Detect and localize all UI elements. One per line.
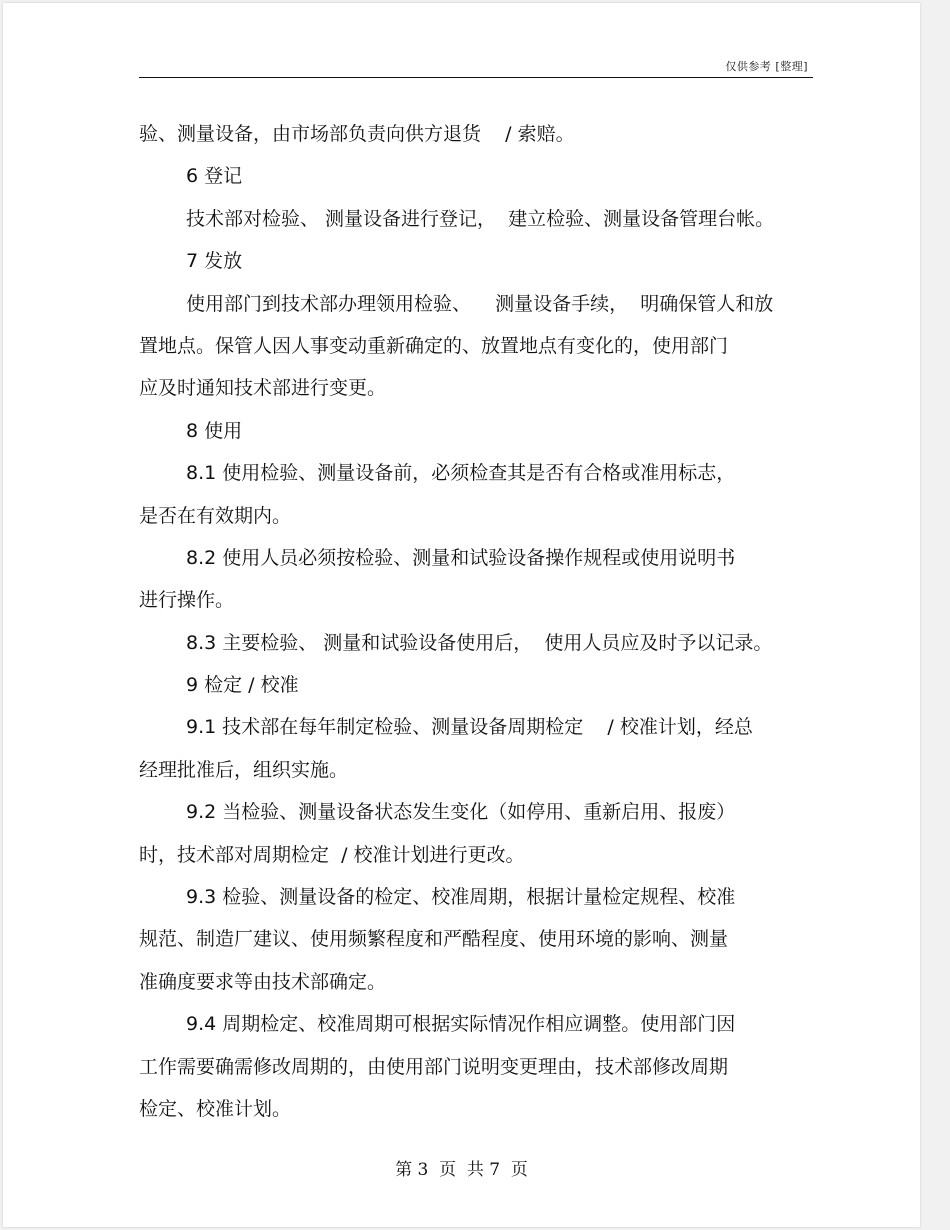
body-line: 准确度要求等由技术部确定。 — [139, 970, 387, 993]
body-line: 是否在有效期内。 — [139, 504, 292, 527]
body-line: 检定、校准计划。 — [139, 1097, 292, 1120]
body-line: 经理批准后，组织实施。 — [139, 758, 349, 781]
body-line: 应及时通知技术部进行变更。 — [139, 377, 387, 400]
header-divider — [139, 77, 813, 78]
body-line: 9.2 当检验、测量设备状态发生变化（如停用、重新启用、报废） — [186, 801, 736, 824]
body-line: 9.3 检验、测量设备的检定、校准周期，根据计量检定规程、校准 — [186, 886, 736, 909]
page-header-label: 仅供参考 [整理] — [725, 60, 808, 73]
body-line: 8.1 使用检验、测量设备前，必须检查其是否有合格或准用标志， — [186, 462, 736, 485]
body-line: 8 使用 — [186, 419, 243, 442]
body-line: 工作需要确需修改周期的，由使用部门说明变更理由，技术部修改周期 — [139, 1055, 729, 1078]
body-line: 置地点。保管人因人事变动重新确定的、放置地点有变化的，使用部门 — [139, 334, 729, 357]
body-line: 进行操作。 — [139, 589, 235, 612]
body-line: 9 检定 / 校准 — [186, 674, 299, 697]
body-line: 使用部门到技术部办理领用检验、 测量设备手续， 明确保管人和放 — [186, 292, 774, 315]
body-line: 9.1 技术部在每年制定检验、测量设备周期检定 / 校准计划，经总 — [186, 716, 753, 739]
document-page — [3, 3, 920, 1227]
body-line: 7 发放 — [186, 250, 243, 273]
page-footer-number: 第 3 页 共 7 页 — [395, 1160, 528, 1180]
body-line: 规范、制造厂建议、使用频繁程度和严酷程度、使用环境的影响、测量 — [139, 928, 729, 951]
body-line: 9.4 周期检定、校准周期可根据实际情况作相应调整。使用部门因 — [186, 1013, 736, 1036]
body-line: 8.3 主要检验、 测量和试验设备使用后， 使用人员应及时予以记录。 — [186, 631, 773, 654]
body-line: 验、测量设备，由市场部负责向供方退货 / 索赔。 — [139, 123, 575, 145]
body-line: 技术部对检验、 测量设备进行登记， 建立检验、测量设备管理台帐。 — [186, 207, 775, 230]
body-line: 6 登记 — [186, 165, 243, 188]
body-line: 8.2 使用人员必须按检验、测量和试验设备操作规程或使用说明书 — [186, 546, 736, 569]
document-body — [139, 113, 819, 1130]
body-line: 时，技术部对周期检定 / 校准计划进行更改。 — [139, 843, 525, 866]
